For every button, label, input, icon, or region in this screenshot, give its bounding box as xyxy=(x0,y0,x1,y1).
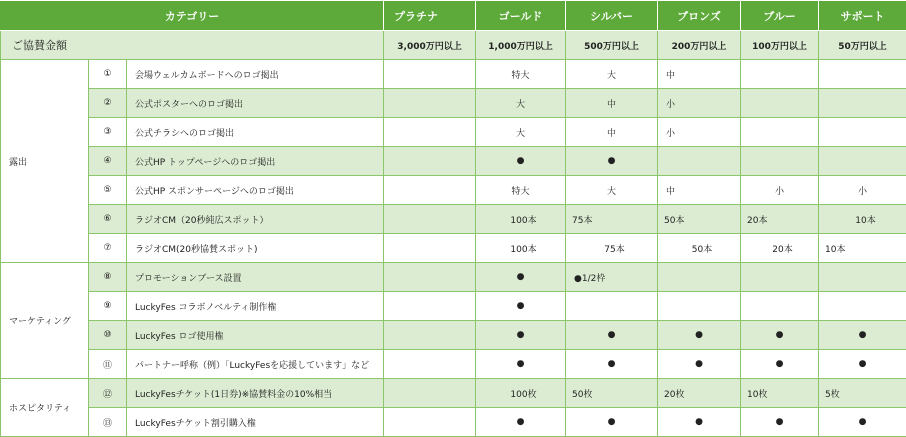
row-number: ④ xyxy=(89,147,127,176)
cell-silver: 50枚 xyxy=(566,379,658,408)
cell-bronze: ● xyxy=(658,321,741,350)
cell-bronze xyxy=(658,147,741,176)
cell-support: ● xyxy=(819,350,906,379)
price-platinum: 3,000万円以上 xyxy=(384,31,476,60)
cell-gold: ● xyxy=(476,321,566,350)
cell-bronze: ● xyxy=(658,350,741,379)
row-number: ① xyxy=(89,60,127,89)
row-number: ⑥ xyxy=(89,205,127,234)
table-row xyxy=(1,89,906,118)
cell-silver: ●1/2枠 xyxy=(566,263,658,292)
cell-support xyxy=(819,147,906,176)
cell-support xyxy=(819,118,906,147)
cell-blue: 20本 xyxy=(741,234,819,263)
cell-blue: ● xyxy=(741,408,819,437)
table-row xyxy=(1,118,906,147)
cell-silver: ● xyxy=(566,350,658,379)
table-row xyxy=(1,234,906,263)
price-bronze: 200万円以上 xyxy=(658,31,741,60)
cell-support xyxy=(819,60,906,89)
cell-blue: ● xyxy=(741,321,819,350)
cell-platinum xyxy=(384,147,476,176)
header-blue: ブルー xyxy=(741,1,819,31)
cell-platinum xyxy=(384,321,476,350)
cell-support: ● xyxy=(819,321,906,350)
row-item-name: ラジオCM(20秒協賛スポット) xyxy=(127,234,384,263)
cell-support: 5枚 xyxy=(819,379,906,408)
header-support: サポート xyxy=(819,1,906,31)
cell-silver: ● xyxy=(566,408,658,437)
table-row xyxy=(1,321,906,350)
cell-gold: ● xyxy=(476,292,566,321)
cell-blue xyxy=(741,60,819,89)
table-row xyxy=(1,350,906,379)
table-row xyxy=(1,408,906,437)
price-support: 50万円以上 xyxy=(819,31,906,60)
cell-bronze: 20枚 xyxy=(658,379,741,408)
cell-bronze xyxy=(658,292,741,321)
cell-gold: 100枚 xyxy=(476,379,566,408)
cell-platinum xyxy=(384,350,476,379)
header-category: カテゴリー xyxy=(1,1,384,31)
cell-gold: 大 xyxy=(476,89,566,118)
cell-silver: 大 xyxy=(566,60,658,89)
row-number: ③ xyxy=(89,118,127,147)
row-number: ⑪ xyxy=(89,350,127,379)
cell-support: ● xyxy=(819,408,906,437)
row-item-name: 公式HP トップページへのロゴ掲出 xyxy=(127,147,384,176)
cell-support xyxy=(819,292,906,321)
cell-platinum xyxy=(384,263,476,292)
header-bronze: ブロンズ xyxy=(658,1,741,31)
cell-blue xyxy=(741,118,819,147)
cell-support xyxy=(819,263,906,292)
cell-blue xyxy=(741,89,819,118)
cell-silver: 中 xyxy=(566,118,658,147)
cell-support: 10本 xyxy=(819,234,906,263)
row-number: ⑧ xyxy=(89,263,127,292)
cell-platinum xyxy=(384,379,476,408)
row-item-name: LuckyFesチケット割引購入権 xyxy=(127,408,384,437)
cell-support xyxy=(819,89,906,118)
cell-bronze: 中 xyxy=(658,176,741,205)
cell-platinum xyxy=(384,408,476,437)
cell-bronze xyxy=(658,263,741,292)
cell-gold: ● xyxy=(476,350,566,379)
row-item-name: ラジオCM（20秒純広スポット） xyxy=(127,205,384,234)
table-row xyxy=(1,60,906,89)
row-item-name: LuckyFes コラボノベルティ制作権 xyxy=(127,292,384,321)
cell-platinum xyxy=(384,118,476,147)
cell-platinum xyxy=(384,205,476,234)
cell-silver: ● xyxy=(566,321,658,350)
cell-silver: 大 xyxy=(566,176,658,205)
cell-blue xyxy=(741,147,819,176)
price-silver: 500万円以上 xyxy=(566,31,658,60)
price-label: ご協賛金額 xyxy=(1,31,384,60)
row-number: ⑬ xyxy=(89,408,127,437)
cell-gold: ● xyxy=(476,408,566,437)
table-row xyxy=(1,292,906,321)
cell-gold: 100本 xyxy=(476,205,566,234)
row-number: ⑫ xyxy=(89,379,127,408)
price-blue: 100万円以上 xyxy=(741,31,819,60)
cell-blue: ● xyxy=(741,350,819,379)
cell-gold: 特大 xyxy=(476,60,566,89)
row-item-name: LuckyFesチケット(1日券)※協賛料金の10%相当 xyxy=(127,379,384,408)
cell-blue: 小 xyxy=(741,176,819,205)
cell-bronze: 50本 xyxy=(658,234,741,263)
group-label-exposure: 露出 xyxy=(1,60,89,263)
cell-bronze: ● xyxy=(658,408,741,437)
cell-blue: 20本 xyxy=(741,205,819,234)
cell-bronze: 小 xyxy=(658,118,741,147)
group-label-hospitality: ホスピタリティ xyxy=(1,379,89,437)
cell-blue xyxy=(741,263,819,292)
cell-support: 小 xyxy=(819,176,906,205)
cell-platinum xyxy=(384,292,476,321)
cell-support: 10本 xyxy=(819,205,906,234)
cell-platinum xyxy=(384,176,476,205)
price-row xyxy=(1,31,906,60)
cell-bronze: 中 xyxy=(658,60,741,89)
cell-bronze: 小 xyxy=(658,89,741,118)
group-label-marketing: マーケティング xyxy=(1,263,89,379)
row-number: ⑩ xyxy=(89,321,127,350)
row-item-name: プロモーションブース設置 xyxy=(127,263,384,292)
row-item-name: 会場ウェルカムボードへのロゴ掲出 xyxy=(127,60,384,89)
table-row xyxy=(1,263,906,292)
row-number: ⑦ xyxy=(89,234,127,263)
price-gold: 1,000万円以上 xyxy=(476,31,566,60)
cell-gold: 100本 xyxy=(476,234,566,263)
header-silver: シルバー xyxy=(566,1,658,31)
cell-platinum xyxy=(384,234,476,263)
cell-gold: ● xyxy=(476,147,566,176)
header-gold: ゴールド xyxy=(476,1,566,31)
cell-blue: 10枚 xyxy=(741,379,819,408)
table-row xyxy=(1,147,906,176)
cell-gold: 特大 xyxy=(476,176,566,205)
row-item-name: 公式チラシへのロゴ掲出 xyxy=(127,118,384,147)
cell-gold: 大 xyxy=(476,118,566,147)
row-item-name: パートナー呼称（例）「LuckyFesを応援しています」など xyxy=(127,350,384,379)
row-item-name: 公式HP スポンサーページへのロゴ掲出 xyxy=(127,176,384,205)
row-number: ⑤ xyxy=(89,176,127,205)
cell-silver xyxy=(566,292,658,321)
table-row xyxy=(1,379,906,408)
cell-blue xyxy=(741,292,819,321)
cell-silver: 75本 xyxy=(566,205,658,234)
header-platinum: プラチナ xyxy=(384,1,476,31)
cell-silver: ● xyxy=(566,147,658,176)
table-row xyxy=(1,205,906,234)
cell-gold: ● xyxy=(476,263,566,292)
table-row xyxy=(1,176,906,205)
row-number: ② xyxy=(89,89,127,118)
cell-platinum xyxy=(384,89,476,118)
cell-bronze: 50本 xyxy=(658,205,741,234)
row-item-name: 公式ポスターへのロゴ掲出 xyxy=(127,89,384,118)
cell-silver: 75本 xyxy=(566,234,658,263)
row-item-name: LuckyFes ロゴ使用権 xyxy=(127,321,384,350)
cell-platinum xyxy=(384,60,476,89)
header-row xyxy=(1,1,906,31)
cell-silver: 中 xyxy=(566,89,658,118)
row-number: ⑨ xyxy=(89,292,127,321)
